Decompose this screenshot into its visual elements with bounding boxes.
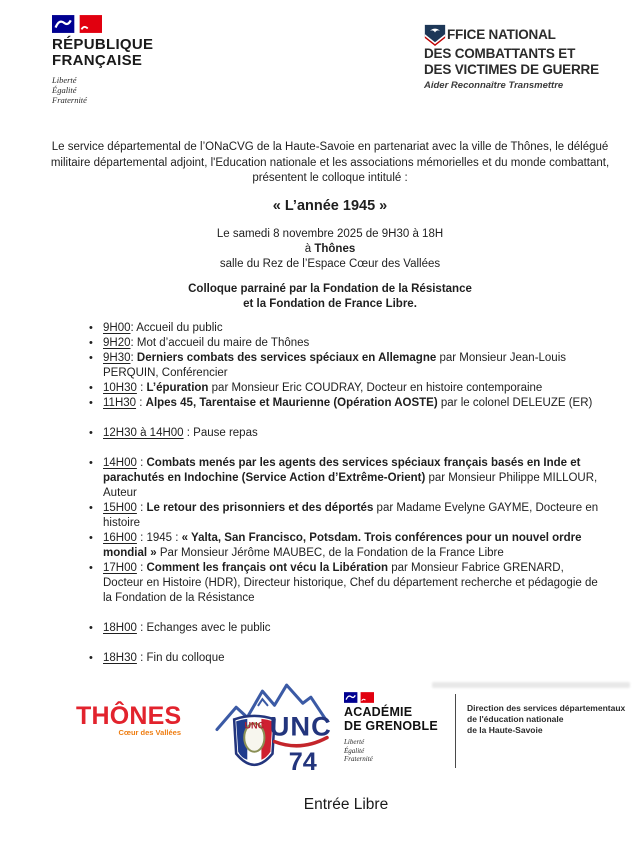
schedule-time: 11H30: [103, 396, 137, 409]
schedule-time: 12H30 à 14H00: [103, 426, 184, 439]
event-place: Thônes: [314, 242, 356, 255]
faded-text-artifact: [432, 682, 630, 688]
event-details: [50, 227, 610, 272]
schedule-separator: :: [136, 561, 147, 574]
academie-name-line1: ACADÉMIE: [344, 705, 413, 719]
flyer-body: [50, 140, 610, 666]
unc-crest-letters: UNC: [244, 720, 265, 731]
place-prefix: à: [304, 242, 315, 255]
schedule-item-14h00: [88, 456, 600, 501]
schedule-detail: Fin du colloque: [146, 651, 225, 664]
schedule-item-15h00: [88, 501, 600, 531]
unc74-emblem-icon: [213, 677, 331, 783]
schedule-detail: par Monsieur Philippe MILLOUR, Auteur: [103, 471, 598, 499]
schedule-detail: Par Monsieur Jérôme MAUBEC, de la Fondation de la France Libre: [156, 546, 504, 559]
patronage-note: [50, 282, 610, 312]
schedule-talk-title: Combats menés par les agents des services spéciaux français basés en Inde et parachutés en Indochine (Service Action d’Extrême-Orient): [103, 456, 581, 484]
schedule-time: 17H00: [103, 561, 137, 574]
thones-wordmark: THÔNES: [76, 702, 182, 730]
schedule-separator: :: [136, 531, 147, 544]
direction-line3: de la Haute-Savoie: [467, 725, 543, 735]
event-date: Le samedi 8 novembre 2025 de 9H30 à 18H: [216, 227, 444, 240]
schedule-separator: :: [136, 381, 147, 394]
motto-egalite: Égalité: [52, 85, 77, 95]
direction-line2: de l'éducation nationale: [467, 714, 564, 724]
schedule-item-17h00: [88, 561, 600, 606]
schedule-time: 16H00: [103, 531, 137, 544]
schedule-list: [88, 321, 600, 666]
academie-motto: [344, 738, 452, 764]
direction-services-text: [467, 703, 633, 736]
schedule-time: 10H30: [103, 381, 137, 394]
motto-egalite: Égalité: [344, 746, 365, 755]
onacvg-tagline: Aider Reconnaître Transmettre: [424, 80, 564, 91]
event-place-line: [50, 242, 610, 257]
schedule-separator: :: [130, 336, 137, 349]
unc-department-number: 74: [288, 747, 317, 776]
motto-fraternite: Fraternité: [52, 95, 87, 105]
onacvg-title-line1: FFICE NATIONAL: [447, 27, 556, 42]
schedule-detail: par Monsieur Jean-Louis PERQUIN, Conférencier: [103, 351, 567, 379]
republique-name-line1: RÉPUBLIQUE: [52, 36, 154, 53]
academie-grenoble-logo: [344, 692, 452, 764]
unc-acronym: UNC: [269, 710, 331, 742]
schedule-time: 15H00: [103, 501, 137, 514]
schedule-detail: Pause repas: [193, 426, 258, 439]
schedule-separator: :: [136, 456, 147, 469]
onacvg-shield-icon: [424, 24, 446, 46]
french-flag-icon: [52, 15, 102, 33]
schedule-separator: :: [183, 426, 194, 439]
event-venue: salle du Rez de l’Espace Cœur des Vallées: [219, 257, 441, 270]
schedule-talk-title: Comment les français ont vécu la Libération: [146, 561, 389, 574]
french-flag-icon: [344, 692, 374, 703]
schedule-time: 18H00: [103, 621, 137, 634]
republique-motto: [52, 75, 153, 105]
schedule-time: 9H30: [103, 351, 131, 364]
thones-subtitle: Cœur des Vallées: [118, 728, 181, 737]
schedule-time: 9H00: [103, 321, 131, 334]
unc74-logo: [213, 677, 331, 788]
schedule-talk-title: L’épuration: [146, 381, 209, 394]
onacvg-title-line2: DES COMBATTANTS ET: [424, 46, 576, 61]
schedule-detail: par Monsieur Fabrice GRENARD, Docteur en Histoire (HDR), Directeur historique, Chef du département recherche et pédagogie de la Fondation de la Résistance: [103, 561, 598, 604]
event-title: « L’année 1945 »: [272, 197, 388, 214]
schedule-detail: par Monsieur Eric COUDRAY, Docteur en histoire contemporaine: [208, 381, 543, 394]
patronage-line2: et la Fondation de France Libre.: [243, 297, 417, 310]
schedule-talk-title: Derniers combats des services spéciaux en Allemagne: [136, 351, 437, 364]
schedule-time: 14H00: [103, 456, 137, 469]
intro-paragraph: Le service départemental de l’ONaCVG de la Haute-Savoie en partenariat avec la ville de Thônes, le délégué militaire départemental adjoint, l'Education nationale et les associations mémorielles et du monde combattant, présentent le colloque intitulé :: [50, 141, 610, 184]
schedule-detail: Echanges avec le public: [146, 621, 271, 634]
schedule-separator: :: [136, 501, 147, 514]
schedule-talk-title: Alpes 45, Tarentaise et Maurienne (Opération AOSTE): [145, 396, 438, 409]
onacvg-title-line3: DES VICTIMES DE GUERRE: [424, 62, 599, 77]
schedule-detail: Accueil du public: [136, 321, 223, 334]
schedule-item-16h00: [88, 531, 600, 561]
schedule-time: 18H30: [103, 651, 137, 664]
motto-liberte: Liberté: [52, 75, 77, 85]
schedule-detail: par Madame Evelyne GAYME, Docteure en histoire: [103, 501, 599, 529]
schedule-item-9h00: [88, 321, 600, 336]
motto-liberte: Liberté: [344, 738, 365, 746]
thones-logo: [76, 703, 184, 737]
schedule-item-11h30: [88, 396, 600, 411]
onacvg-title-row: [424, 24, 636, 46]
schedule-detail: Mot d’accueil du maire de Thônes: [136, 336, 310, 349]
schedule-separator: :: [136, 621, 147, 634]
academie-name-line2: DE GRENOBLE: [344, 718, 438, 733]
vertical-divider: [455, 694, 456, 768]
schedule-talk-title: Le retour des prisonniers et des déportés: [146, 501, 374, 514]
schedule-detail: par le colonel DELEUZE (ER): [437, 396, 593, 409]
schedule-separator: :: [136, 651, 147, 664]
republique-francaise-logo: [52, 15, 153, 105]
direction-line1: Direction des services départementaux: [467, 703, 626, 713]
patronage-line1: Colloque parrainé par la Fondation de la Résistance: [188, 282, 472, 295]
schedule-time: 9H20: [103, 336, 131, 349]
schedule-item-18h30: [88, 651, 600, 666]
free-entry-note: Entrée Libre: [303, 796, 389, 813]
schedule-item-18h00: [88, 621, 600, 636]
schedule-item-9h20: [88, 336, 600, 351]
schedule-separator: :: [130, 321, 137, 334]
schedule-item-pause: [88, 426, 600, 441]
schedule-separator: :: [136, 396, 146, 409]
onacvg-logo: [424, 24, 636, 91]
republique-name-line2: FRANÇAISE: [52, 52, 143, 69]
schedule-pre-text: 1945 :: [146, 531, 182, 544]
schedule-talk-title: « Yalta, San Francisco, Potsdam. Trois conférences pour un nouvel ordre mondial »: [103, 531, 582, 559]
motto-fraternite: Fraternité: [344, 755, 373, 763]
schedule-item-9h30: [88, 351, 600, 381]
schedule-item-10h30: [88, 381, 600, 396]
schedule-separator: :: [130, 351, 137, 364]
